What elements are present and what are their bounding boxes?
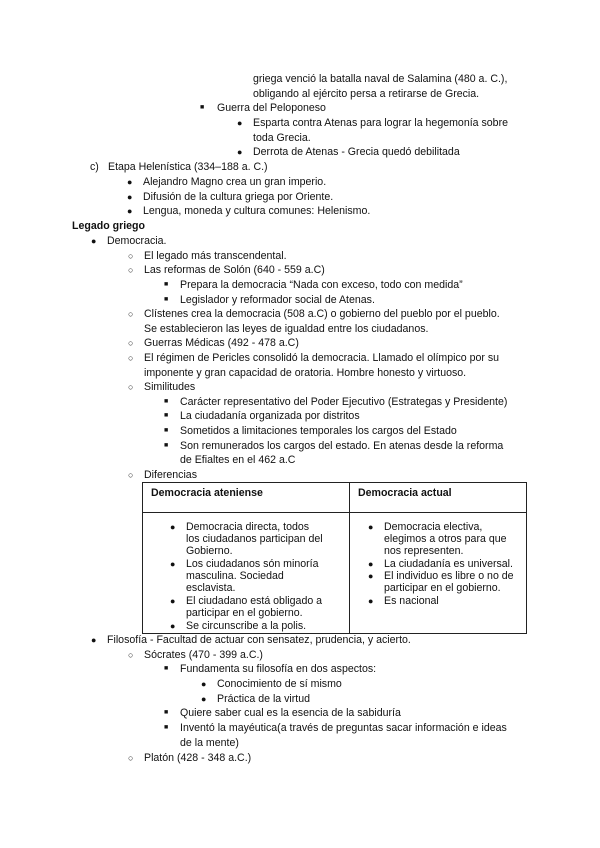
cell-line: participar en el gobierno. (186, 607, 303, 619)
text-line: Alejandro Magno crea un gran imperio. (143, 176, 327, 188)
text-line: Fundamenta su filosofía en dos aspectos: (180, 663, 377, 675)
disc-bullet-icon: ● (91, 635, 97, 645)
circle-bullet-icon: ○ (128, 338, 134, 348)
square-bullet-icon: ■ (164, 296, 169, 303)
circle-bullet-icon: ○ (128, 650, 134, 660)
disc-bullet-icon: ● (91, 236, 97, 246)
square-bullet-icon: ■ (164, 281, 169, 288)
cell-line: Democracia electiva, (384, 521, 483, 533)
disc-bullet-icon: ● (170, 596, 176, 606)
section-heading: Etapa Helenística (334–188 a. C.) (108, 161, 268, 173)
text-line: Filosofía - Facultad de actuar con sensatez, prudencia, y acierto. (107, 634, 411, 646)
text-line: Conocimiento de sí mismo (217, 678, 342, 690)
disc-bullet-icon: ● (127, 177, 133, 187)
text-line: Las reformas de Solón (640 - 559 a.C) (144, 264, 325, 276)
text-line: Platón (428 - 348 a.C.) (144, 752, 252, 764)
disc-bullet-icon: ● (368, 559, 374, 569)
circle-bullet-icon: ○ (128, 309, 134, 319)
text-line: Lengua, moneda y cultura comunes: Helenismo. (143, 205, 371, 217)
disc-bullet-icon: ● (170, 559, 176, 569)
text-line: Esparta contra Atenas para lograr la hegemonía sobre (253, 117, 508, 129)
cell-line: masculina. Sociedad (186, 570, 284, 582)
text-line: toda Grecia. (253, 132, 311, 144)
cell-line: participar en el gobierno. (384, 582, 501, 594)
text-line: Quiere saber cual es la esencia de la sabiduría (180, 707, 401, 719)
text-line: Prepara la democracia “Nada con exceso, todo con medida” (180, 279, 463, 291)
table-cell-ateniense (143, 513, 350, 634)
text-line: Diferencias (144, 469, 197, 481)
circle-bullet-icon: ○ (128, 753, 134, 763)
text-line: Son remunerados los cargos del estado. En atenas desde la reforma (180, 440, 504, 452)
text-line: Difusión de la cultura griega por Oriente. (143, 191, 334, 203)
disc-bullet-icon: ● (170, 621, 176, 631)
table-cell-actual (350, 513, 527, 634)
disc-bullet-icon: ● (368, 522, 374, 532)
text-line: obligando al ejército persa a retirarse de Grecia. (253, 88, 480, 100)
table-header-actual: Democracia actual (350, 483, 527, 513)
cell-line: Es nacional (384, 595, 439, 607)
text-line: Se establecieron las leyes de igualdad entre los ciudadanos. (144, 323, 429, 335)
text-line: Inventó la mayéutica(a través de preguntas sacar información e ideas (180, 722, 507, 734)
circle-bullet-icon: ○ (128, 382, 134, 392)
text-line: Similitudes (144, 381, 196, 393)
cell-line: Los ciudadanos són minoría (186, 558, 319, 570)
circle-bullet-icon: ○ (128, 353, 134, 363)
disc-bullet-icon: ● (237, 147, 243, 157)
circle-bullet-icon: ○ (128, 470, 134, 480)
text-line: Guerra del Peloponeso (217, 102, 326, 114)
square-bullet-icon: ■ (164, 442, 169, 449)
text-line: Sometidos a limitaciones temporales los cargos del Estado (180, 425, 457, 437)
cell-line: nos representen. (384, 545, 464, 557)
cell-line: esclavista. (186, 582, 236, 594)
list-marker: c) (90, 161, 99, 173)
text-line: Derrota de Atenas - Grecia quedó debilitada (253, 146, 460, 158)
text-line: Guerras Médicas (492 - 478 a.C) (144, 337, 299, 349)
cell-line: El ciudadano está obligado a (186, 595, 323, 607)
square-bullet-icon: ■ (164, 427, 169, 434)
square-bullet-icon: ■ (164, 724, 169, 731)
text-line: Carácter representativo del Poder Ejecutivo (Estrategas y Presidente) (180, 396, 508, 408)
text-line: Democracia. (107, 235, 167, 247)
square-bullet-icon: ■ (164, 412, 169, 419)
square-bullet-icon: ■ (164, 709, 169, 716)
section-title: Legado griego (72, 220, 145, 232)
disc-bullet-icon: ● (237, 118, 243, 128)
circle-bullet-icon: ○ (128, 265, 134, 275)
disc-bullet-icon: ● (170, 522, 176, 532)
disc-bullet-icon: ● (368, 596, 374, 606)
text-line: Sócrates (470 - 399 a.C.) (144, 649, 263, 661)
text-line: Práctica de la virtud (217, 693, 311, 705)
text-line: Clístenes crea la democracia (508 a.C) o gobierno del pueblo por el pueblo. (144, 308, 500, 320)
square-bullet-icon: ■ (164, 665, 169, 672)
disc-bullet-icon: ● (127, 206, 133, 216)
cell-line: elegimos a otros para que (384, 533, 507, 545)
text-line: de Efialtes en el 462 a.C (180, 454, 296, 466)
cell-line: La ciudadanía es universal. (384, 558, 513, 570)
square-bullet-icon: ■ (164, 398, 169, 405)
disc-bullet-icon: ● (127, 192, 133, 202)
cell-line: Se circunscribe a la polis. (186, 620, 307, 632)
text-line: Legislador y reformador social de Atenas. (180, 294, 375, 306)
cell-line: los ciudadanos participan del (186, 533, 323, 545)
disc-bullet-icon: ● (201, 679, 207, 689)
disc-bullet-icon: ● (201, 694, 207, 704)
square-bullet-icon: ■ (200, 104, 205, 111)
text-line: El legado más transcendental. (144, 250, 287, 262)
text-line: La ciudadanía organizada por distritos (180, 410, 360, 422)
text-line: griega venció la batalla naval de Salamina (480 a. C.), (253, 73, 508, 85)
table-header-ateniense: Democracia ateniense (143, 483, 350, 513)
cell-line: Gobierno. (186, 545, 233, 557)
circle-bullet-icon: ○ (128, 251, 134, 261)
cell-line: Democracia directa, todos (186, 521, 310, 533)
disc-bullet-icon: ● (368, 571, 374, 581)
text-line: de la mente) (180, 737, 239, 749)
text-line: imponente y gran capacidad de oratoria. Hombre honesto y virtuoso. (144, 367, 467, 379)
cell-line: El individuo es libre o no de (384, 570, 514, 582)
text-line: El régimen de Pericles consolidó la democracia. Llamado el olímpico por su (144, 352, 500, 364)
comparison-table (142, 482, 527, 634)
